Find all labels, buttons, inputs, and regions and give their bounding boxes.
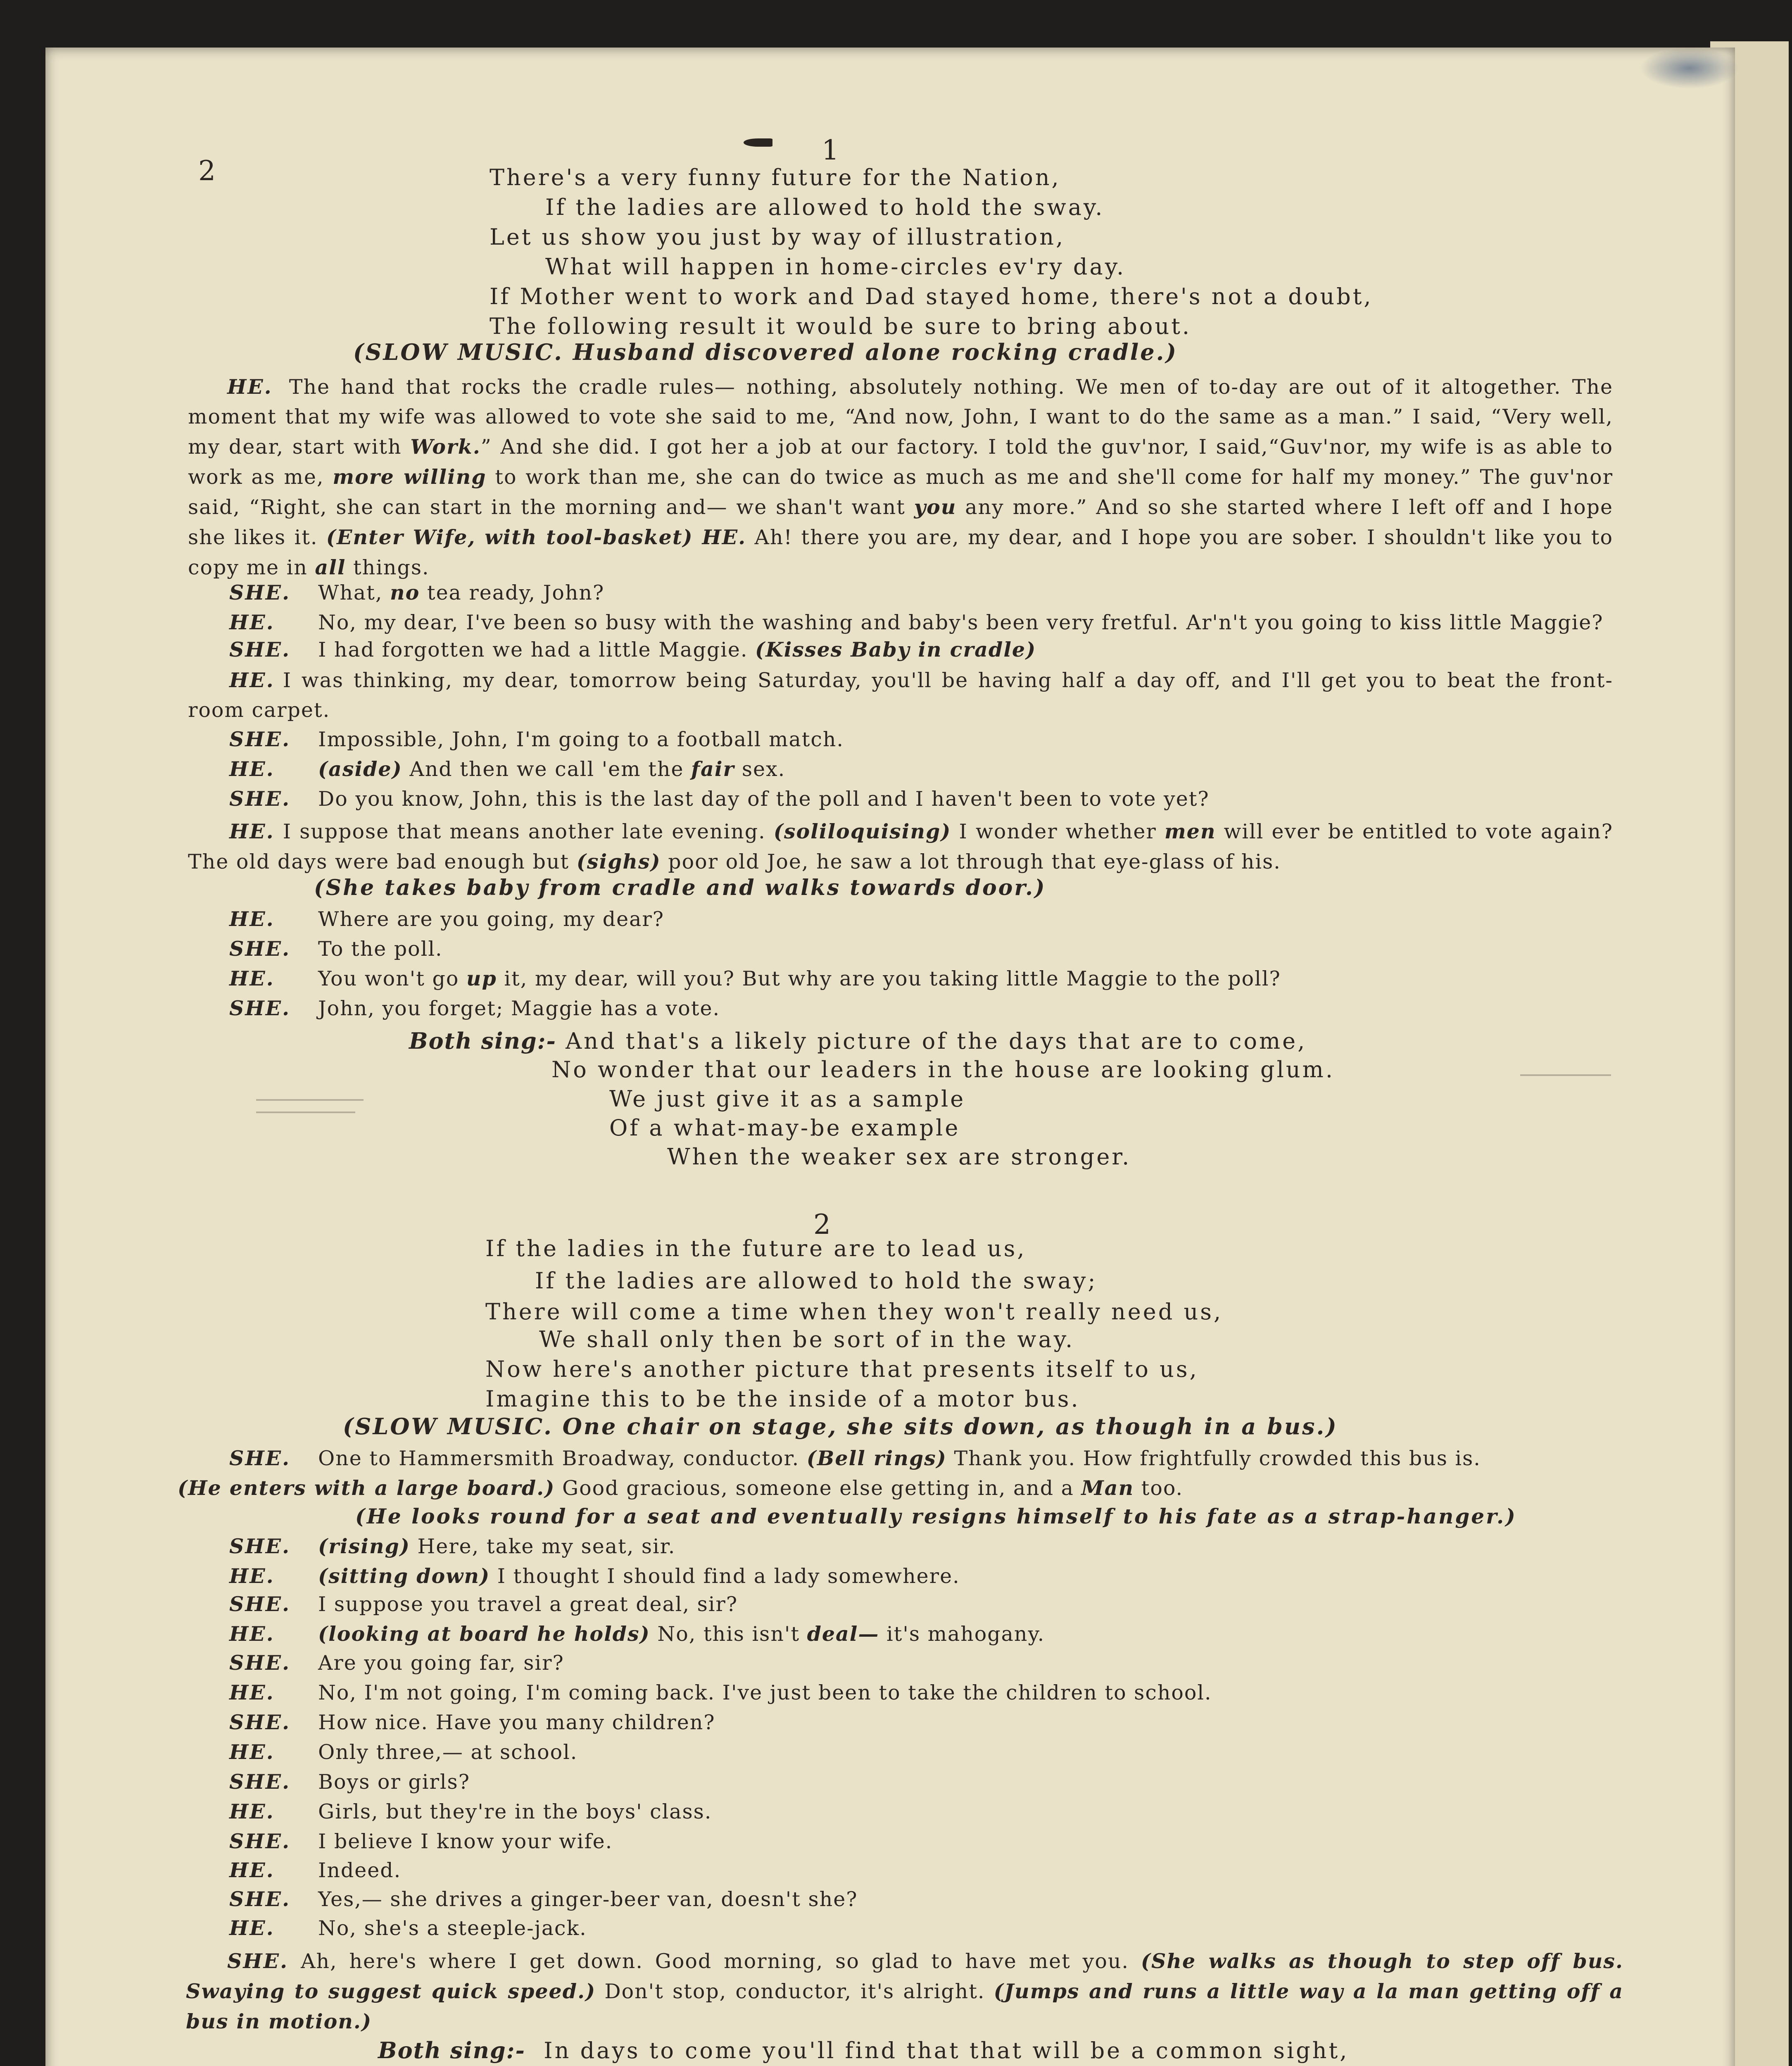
verse-number: 1 [822,134,839,166]
chorus-line [378,2037,1349,2064]
chorus-line [409,1028,1307,1054]
staff-line-ghost [1520,1074,1611,1076]
verse-line: There's a very funny future for the Nation, [490,164,1061,190]
dialogue-line [229,1651,564,1675]
speaker-label: SHE. [229,638,291,662]
staff-line-ghost [256,1099,364,1101]
both-sing-label: Both sing:- [409,1028,556,1054]
speaker-label: SHE. [229,1534,291,1558]
stage-direction: (Bell rings) [806,1446,947,1470]
verse-line: If the ladies are allowed to hold the sway; [535,1268,1098,1294]
stage-direction: (Jumps and runs a little way a la man getting off a bus in motion.) [186,1979,1623,2033]
dialogue-text: What, [318,581,390,605]
dialogue-text: To the poll. [318,937,443,961]
dialogue-text: Do you know, John, this is the last day of the poll and I haven't been to vote yet? [318,787,1210,811]
speaker-label: HE. [227,375,273,399]
dialogue-text: Girls, but they're in the boys' class. [318,1800,712,1823]
speaker-label: SHE. [229,996,291,1020]
speaker-label: SHE. [229,1592,291,1616]
verse-line: If Mother went to work and Dad stayed home, there's not a doubt, [490,283,1373,309]
dialogue-line [229,1740,578,1764]
speaker-label: HE. [229,1916,275,1940]
dialogue-paragraph [188,816,1613,877]
dialogue-line [229,996,720,1020]
stage-direction: (SLOW MUSIC. One chair on stage, she sits down, as though in a bus.) [343,1413,1338,1440]
dialogue-line [229,966,1281,990]
speaker-label: HE. [229,1799,275,1823]
pointer-mark [744,138,772,147]
stage-direction: (Enter Wife, with tool-basket) HE. [326,525,746,549]
speaker-label: HE. [229,819,275,843]
dialogue-text: No, my dear, I've been so busy with the washing and baby's been very fretful. Ar'n't you going to kiss little Maggie? [318,611,1604,634]
chorus-line: Of a what-may-be example [609,1115,960,1141]
dialogue-line [229,1622,1045,1646]
dialogue-text: ” And she did. I got her a job at our factory. I told the guv'nor, I said,“Guv'nor, my wife is as able to work as me, [188,435,1613,489]
dialogue-text: And then we call 'em the [402,757,692,781]
dialogue-line [229,610,1604,634]
stage-direction: (She takes baby from cradle and walks towards door.) [314,875,1046,900]
speaker-label: HE. [229,966,275,990]
speaker-label: SHE. [229,1887,291,1911]
stage-direction: (He enters with a large board.) [178,1476,555,1500]
dialogue-text: to work than me, she can do twice as much as me and she'll come for half my money.” The guv'nor said, “Right, she can start in the morning and— we shan't want [188,465,1614,519]
dialogue-text: I suppose you travel a great deal, sir? [318,1592,738,1616]
dialogue-text: I thought I should find a lady somewhere. [490,1564,960,1588]
dialogue-text: too. [1134,1476,1184,1500]
verse-number: 2 [813,1209,831,1240]
dialogue-text: Are you going far, sir? [318,1651,564,1675]
dialogue-text: tea ready, John? [420,581,605,605]
dialogue-text: poor old Joe, he saw a lot through that eye-glass of his. [661,850,1281,874]
dialogue-text: I suppose that means another late evening. [283,820,774,843]
stage-direction: (aside) [318,757,402,781]
emphasis-text: up [466,966,497,990]
verse-line: Now here's another picture that presents itself to us, [485,1356,1199,1382]
dialogue-text: Indeed. [318,1859,402,1882]
stage-direction: (He looks round for a seat and eventually resigns himself to his fate as a strap-hanger.) [355,1504,1517,1528]
stage-direction: (soliloquising) [773,819,951,843]
emphasis-text: fair [691,757,735,781]
dialogue-text: Where are you going, my dear? [318,907,665,931]
speaker-label: HE. [229,668,275,692]
speaker-label: SHE. [229,1829,291,1853]
dialogue-line [229,1829,613,1853]
speaker-label: HE. [229,610,275,634]
speaker-label: HE. [229,1858,275,1882]
dialogue-text: One to Hammersmith Broadway, conductor. [318,1447,807,1470]
verse-line: If the ladies in the future are to lead us, [485,1235,1027,1261]
emphasis-text: you [914,495,957,519]
speaker-label: SHE. [229,1710,291,1734]
dialogue-line [229,1534,675,1558]
dialogue-paragraph [188,665,1613,725]
stage-direction: (rising) [318,1534,410,1558]
emphasis-text: all [315,555,346,579]
dialogue-line [229,1858,401,1882]
stage-direction: (She walks as though to step off bus. Swaying to suggest quick speed.) [186,1949,1623,2003]
dialogue-text: it, my dear, will you? But why are you taking little Maggie to the poll? [497,967,1281,990]
verse-line: Let us show you just by way of illustration, [490,224,1065,250]
dialogue-paragraph [188,372,1613,583]
ink-stain [1640,48,1739,89]
dialogue-text: Thank you. How frightfully crowded this bus is. [946,1447,1481,1470]
verse-line: We shall only then be sort of in the way. [539,1326,1075,1352]
dialogue-line [178,1476,1183,1500]
dialogue-line [229,1799,712,1823]
dialogue-line [229,581,604,605]
stage-direction: (SLOW MUSIC. Husband discovered alone rocking cradle.) [353,339,1178,365]
speaker-label: HE. [229,1740,275,1764]
speaker-label: SHE. [227,1949,289,1973]
dialogue-line [229,1592,738,1616]
dialogue-text: No, I'm not going, I'm coming back. I've just been to take the children to school. [318,1681,1212,1704]
dialogue-line [229,787,1210,811]
speaker-label: HE. [229,1680,275,1704]
dialogue-text: The hand that rocks the cradle rules— nothing, absolutely nothing. We men of to-day are out of it altogether. The moment that my wife was allowed to vote she said to me, “And now, John, I want to do the same as a man.” I said, “Very well, my dear, start with [188,375,1613,459]
dialogue-line [229,1446,1481,1470]
dialogue-text: Don't stop, conductor, it's alright. [596,1980,994,2003]
dialogue-text: Only three,— at school. [318,1740,578,1764]
dialogue-line [229,937,443,961]
speaker-label: SHE. [229,1651,291,1675]
both-sing-label: Both sing:- [378,2037,525,2064]
stage-direction: (sitting down) [318,1564,490,1588]
dialogue-text: I wonder whether [951,820,1165,843]
speaker-label: HE. [229,757,275,781]
speaker-label: HE. [229,1622,275,1646]
stage-direction: (sighs) [576,850,661,874]
speaker-label: HE. [229,907,275,931]
dialogue-text: things. [346,556,430,579]
chorus-line: No wonder that our leaders in the house are looking glum. [551,1057,1335,1083]
stage-direction: (Kisses Baby in cradle) [755,638,1036,662]
emphasis-text: men [1164,819,1216,843]
speaker-label: HE. [229,1564,275,1588]
verse-line: What will happen in home-circles ev'ry day. [545,254,1126,280]
staff-line-ghost [256,1112,355,1113]
dialogue-text: Ah! there you are, my dear, and I hope you are sober. I shouldn't like you to copy me in [188,526,1613,579]
emphasis-text: deal— [807,1622,879,1646]
dialogue-text: I had forgotten we had a little Maggie. [318,638,756,662]
dialogue-line [229,1710,715,1734]
dialogue-text: Impossible, John, I'm going to a football match. [318,728,844,751]
dialogue-paragraph [186,1946,1623,2037]
emphasis-text: Work. [410,435,481,459]
dialogue-text: I believe I know your wife. [318,1830,613,1853]
dialogue-line [229,727,844,751]
verse-line: There will come a time when they won't really need us, [485,1299,1223,1325]
dialogue-text: sex. [734,757,786,781]
dialogue-line [229,638,1036,662]
dialogue-line [229,1564,960,1588]
dialogue-text: John, you forget; Maggie has a vote. [318,997,720,1020]
dialogue-text: Here, take my seat, sir. [410,1535,676,1558]
emphasis-text: Man [1081,1476,1134,1500]
dialogue-line [229,907,664,931]
verse-line: If the ladies are allowed to hold the sway. [545,194,1105,220]
dialogue-line [229,1916,587,1940]
dialogue-text: How nice. Have you many children? [318,1711,715,1734]
dialogue-text: I was thinking, my dear, tomorrow being Saturday, you'll be having half a day off, and I'll get you to beat the front-room carpet. [188,669,1613,722]
speaker-label: SHE. [229,937,291,961]
stage-direction: (looking at board he holds) [318,1622,650,1646]
dialogue-text: it's mahogany. [879,1622,1045,1646]
emphasis-text: more willing [333,465,487,489]
chorus-text: And that's a likely picture of the days that are to come, [566,1028,1307,1054]
dialogue-line [229,1770,470,1794]
dialogue-text: You won't go [318,967,466,990]
chorus-line: When the weaker sex are stronger. [667,1144,1131,1170]
dialogue-text: Boys or girls? [318,1770,470,1794]
speaker-label: SHE. [229,581,291,605]
dialogue-line [229,1680,1212,1704]
page-number: 2 [198,155,216,187]
dialogue-text: No, this isn't [650,1622,807,1646]
speaker-label: SHE. [229,727,291,751]
dialogue-text: Yes,— she drives a ginger-beer van, doesn't she? [318,1887,858,1911]
verse-line: The following result it would be sure to bring about. [490,313,1192,339]
dialogue-text: Ah, here's where I get down. Good morning, so glad to have met you. [301,1949,1141,1973]
chorus-line: We just give it as a sample [609,1086,966,1112]
chorus-text: In days to come you'll find that that will be a common sight, [544,2037,1349,2064]
speaker-label: SHE. [229,1446,291,1470]
dialogue-text: Good gracious, someone else getting in, and a [555,1476,1081,1500]
dialogue-line [229,757,785,781]
emphasis-text: no [390,581,420,605]
dialogue-text: No, she's a steeple-jack. [318,1916,587,1940]
dialogue-line [229,1887,858,1911]
speaker-label: SHE. [229,787,291,811]
verse-line: Imagine this to be the inside of a motor bus. [485,1386,1080,1412]
speaker-label: SHE. [229,1770,291,1794]
dialogue-text: will ever be entitled to vote again? The old days were bad enough but [188,820,1613,874]
dialogue-text: any more.” And so she started where I left off and I hope she likes it. [188,495,1613,549]
